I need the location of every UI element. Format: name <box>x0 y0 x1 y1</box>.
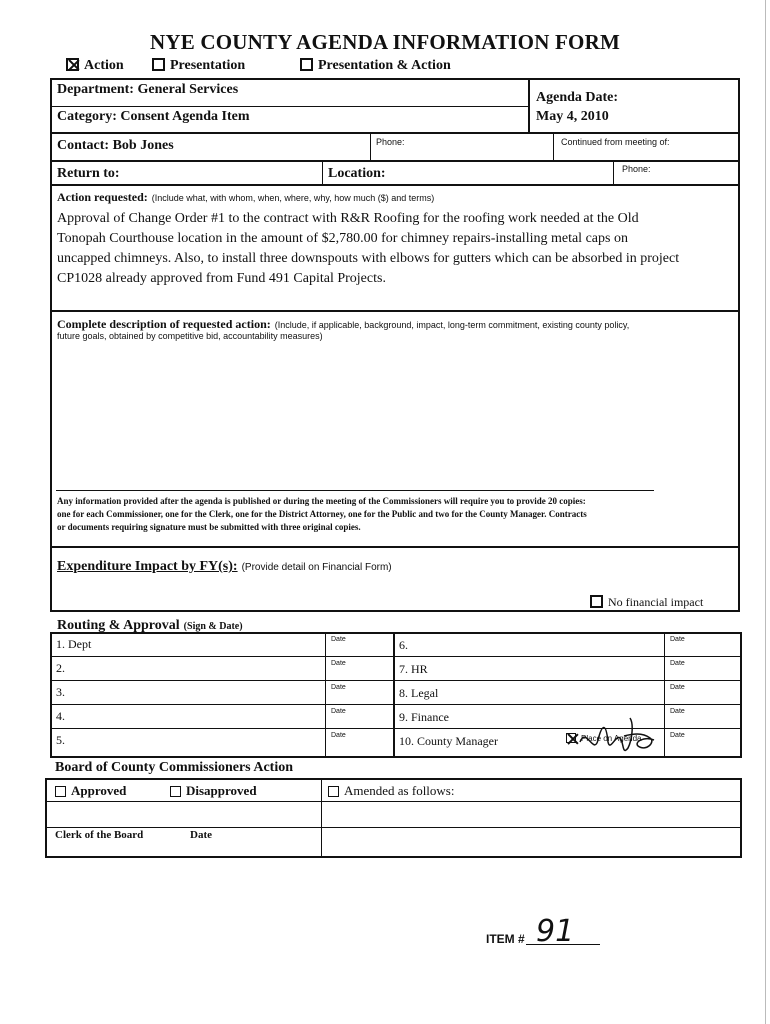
signature-icon <box>572 712 662 762</box>
contact-field: Contact: Bob Jones <box>57 138 174 153</box>
text-line: uncapped chimneys. Also, to install three downspouts with elbows for gutters which can be absorbed in project <box>57 251 680 266</box>
form-right-border <box>738 78 740 611</box>
page-edge <box>765 0 766 1024</box>
routing-hint: (Sign & Date) <box>183 621 243 632</box>
divider <box>45 827 740 828</box>
date-label: Date <box>331 636 346 643</box>
notice-line: or documents requiring signature must be submitted with three original copies. <box>57 522 361 532</box>
action-requested-hint: (Include what, with whom, when, where, why, how much ($) and terms) <box>151 193 435 203</box>
date-label: Date <box>331 732 346 739</box>
option-presentation-action[interactable] <box>300 58 451 74</box>
phone2-label: Phone: <box>622 164 651 174</box>
text-line: Tonopah Courthouse location in the amount of $2,780.00 for chimney repairs-installing metal caps on <box>57 231 628 246</box>
expenditure-hint: (Provide detail on Financial Form) <box>241 562 392 573</box>
checkbox-icon[interactable] <box>55 786 66 797</box>
routing-right-6: 6. <box>399 638 408 652</box>
checkbox-icon[interactable] <box>152 58 165 71</box>
divider <box>528 78 530 134</box>
divider <box>50 160 740 162</box>
expenditure-label: Expenditure Impact by FY(s): <box>57 559 238 574</box>
routing-label: Routing & Approval <box>57 618 180 633</box>
expenditure-heading <box>57 557 392 575</box>
no-financial-impact-label: No financial impact <box>608 595 704 609</box>
agenda-date-value: May 4, 2010 <box>536 109 609 124</box>
option-presentation-label: Presentation <box>170 58 246 73</box>
place-on-agenda-label: Place on Agenda <box>581 734 642 743</box>
divider <box>50 610 740 612</box>
department-field: Department: General Services <box>57 82 239 97</box>
divider <box>664 632 665 756</box>
amended-option[interactable] <box>328 783 454 799</box>
divider <box>45 801 740 802</box>
date-label: Date <box>670 708 685 715</box>
divider <box>50 680 740 681</box>
divider <box>321 778 322 856</box>
checkbox-icon[interactable] <box>328 786 339 797</box>
board-heading: Board of County Commissioners Action <box>55 760 294 775</box>
category-field: Category: Consent Agenda Item <box>57 109 250 124</box>
divider <box>553 134 554 160</box>
text-line: CP1028 already approved from Fund 491 Capital Projects. <box>57 271 386 286</box>
date-label: Date <box>670 660 685 667</box>
routing-right-7: 7. HR <box>399 662 428 676</box>
checkbox-checked-icon[interactable] <box>66 58 79 71</box>
form-left-border <box>50 78 52 611</box>
no-financial-impact-option[interactable] <box>590 595 703 610</box>
form-title: NYE COUNTY AGENDA INFORMATION FORM <box>150 30 620 54</box>
action-requested-heading <box>57 188 434 206</box>
divider <box>322 162 323 184</box>
agenda-date-label: Agenda Date: <box>536 90 619 105</box>
amended-label: Amended as follows: <box>344 783 455 798</box>
notice-line: one for each Commissioner, one for the Clerk, one for the District Attorney, one for the Public and two for the County Manager. Contracts <box>57 509 587 519</box>
routing-right-10: 10. County Manager <box>399 734 498 748</box>
divider <box>50 546 740 548</box>
action-requested-text <box>57 209 737 289</box>
checkbox-icon[interactable] <box>590 595 603 608</box>
location-field: Location: <box>328 166 386 181</box>
option-presentation-action-label: Presentation & Action <box>318 58 451 73</box>
routing-right-8: 8. Legal <box>399 686 439 700</box>
item-number-label: ITEM # <box>486 932 525 946</box>
option-action-label: Action <box>84 58 124 73</box>
date-label: Date <box>670 684 685 691</box>
return-to-field: Return to: <box>57 166 120 181</box>
date-label: Date <box>670 636 685 643</box>
form-top-border <box>50 78 740 80</box>
option-presentation[interactable] <box>152 58 245 74</box>
description-hint-line2: future goals, obtained by competitive bid, accountability measures) <box>57 331 323 341</box>
checkbox-icon[interactable] <box>300 58 313 71</box>
routing-left-3: 3. <box>56 685 65 699</box>
clerk-date-label: Date <box>190 829 212 841</box>
notice-line: Any information provided after the agenda is published or during the meeting of the Commissioners will require you to provide 20 copies: <box>57 496 586 506</box>
divider <box>613 162 614 184</box>
divider <box>50 656 740 657</box>
divider <box>50 310 740 312</box>
routing-left-2: 2. <box>56 661 65 675</box>
text-line: Approval of Change Order #1 to the contract with R&R Roofing for the roofing work needed at the Old <box>57 211 639 226</box>
divider <box>56 490 654 491</box>
date-label: Date <box>331 660 346 667</box>
approved-option[interactable] <box>55 783 126 799</box>
phone-label: Phone: <box>376 137 405 147</box>
routing-right-9: 9. Finance <box>399 710 449 724</box>
item-number-value: 91 <box>536 914 575 949</box>
continued-label: Continued from meeting of: <box>561 137 670 147</box>
routing-left-1: 1. Dept <box>56 637 92 651</box>
divider <box>370 134 371 160</box>
option-action[interactable] <box>66 58 124 74</box>
date-label: Date <box>331 708 346 715</box>
date-label: Date <box>670 732 685 739</box>
disapproved-label: Disapproved <box>186 783 257 798</box>
divider <box>50 132 740 134</box>
divider <box>50 704 740 705</box>
action-requested-label: Action requested: <box>57 190 148 204</box>
copies-notice <box>57 495 737 534</box>
divider <box>50 184 740 186</box>
checkbox-icon[interactable] <box>170 786 181 797</box>
clerk-label: Clerk of the Board <box>55 829 144 841</box>
divider <box>325 632 326 756</box>
divider <box>393 632 395 756</box>
routing-left-5: 5. <box>56 733 65 747</box>
divider <box>50 106 530 107</box>
routing-left-4: 4. <box>56 709 65 723</box>
date-label: Date <box>331 684 346 691</box>
approved-label: Approved <box>71 783 127 798</box>
description-label: Complete description of requested action: <box>57 317 271 331</box>
description-hint: (Include, if applicable, background, impact, long-term commitment, existing county policy, <box>274 320 630 330</box>
disapproved-option[interactable] <box>170 783 257 799</box>
